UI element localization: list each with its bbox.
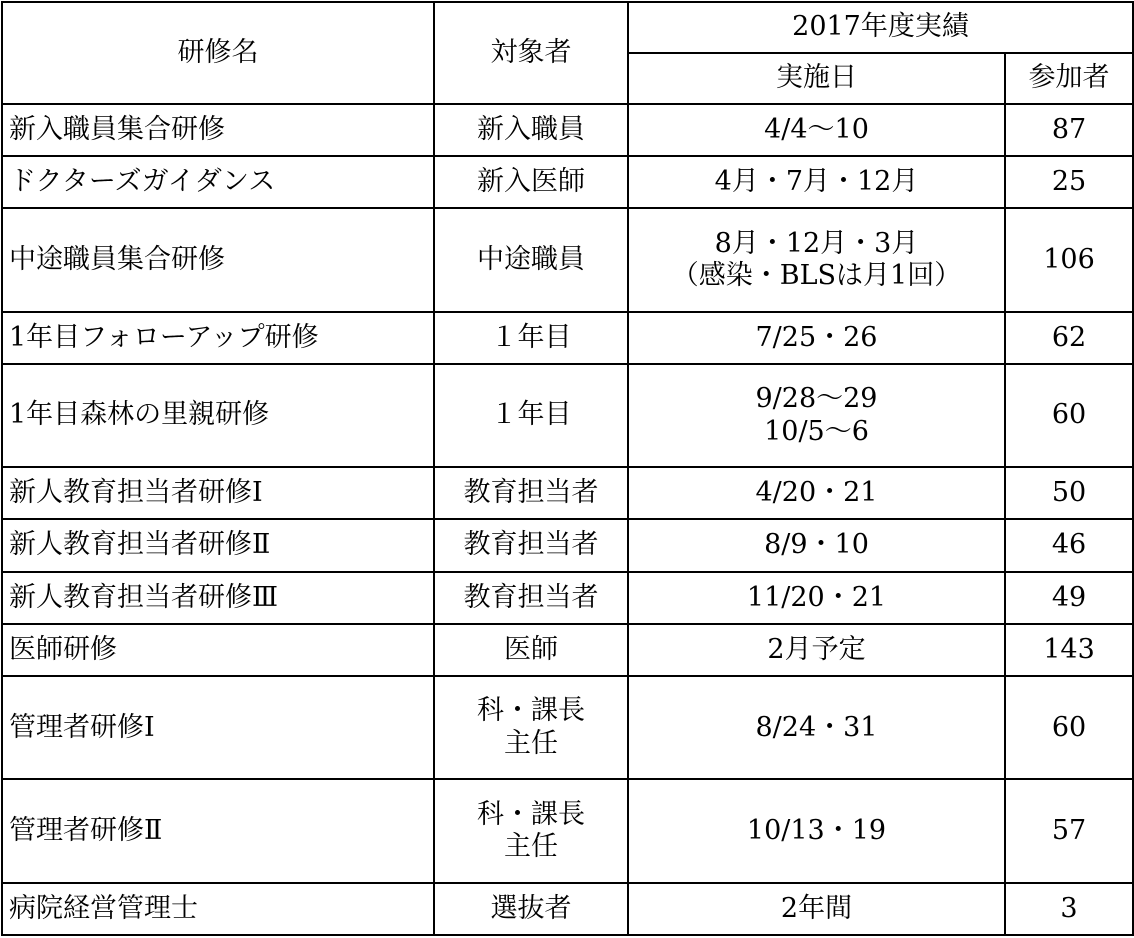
training-name-cell: 新人教育担当者研修Ⅱ <box>2 519 434 571</box>
date-line: 9/28～29 <box>755 383 878 415</box>
target-cell <box>434 572 628 624</box>
date-line: 2年間 <box>780 892 853 924</box>
date-line: 7/25・26 <box>755 321 878 353</box>
table-row <box>2 208 1133 311</box>
date-line: 4月・7月・12月 <box>714 166 919 198</box>
participants-cell: 106 <box>1005 208 1133 311</box>
date-cell <box>628 467 1005 519</box>
participants-cell: 46 <box>1005 519 1133 571</box>
target-line: 新入医師 <box>477 166 585 198</box>
header-results-2017: 2017年度実績 <box>628 2 1133 53</box>
training-name-cell: 病院経営管理士 <box>2 883 434 935</box>
header-target: 対象者 <box>434 2 628 104</box>
target-cell <box>434 519 628 571</box>
participants-cell: 143 <box>1005 624 1133 676</box>
participants-cell: 25 <box>1005 156 1133 208</box>
date-cell <box>628 779 1005 882</box>
target-cell <box>434 779 628 882</box>
date-cell <box>628 624 1005 676</box>
participants-cell: 3 <box>1005 883 1133 935</box>
target-cell <box>434 364 628 467</box>
participants-cell: 57 <box>1005 779 1133 882</box>
header-row <box>2 2 1133 53</box>
target-line: １年目 <box>490 321 572 353</box>
table-row <box>2 779 1133 882</box>
date-cell <box>628 312 1005 364</box>
training-name-cell: 管理者研修Ⅱ <box>2 779 434 882</box>
training-name-cell: 新入職員集合研修 <box>2 104 434 156</box>
training-name-cell: 新人教育担当者研修Ⅲ <box>2 572 434 624</box>
table-row <box>2 519 1133 571</box>
target-line: 主任 <box>504 831 558 863</box>
table-row <box>2 104 1133 156</box>
date-cell <box>628 104 1005 156</box>
target-cell <box>434 883 628 935</box>
target-line: １年目 <box>490 399 572 431</box>
date-line: 2月予定 <box>767 633 866 665</box>
date-line: 10/13・19 <box>746 814 887 846</box>
date-line: 10/5～6 <box>764 415 869 447</box>
target-cell <box>434 156 628 208</box>
target-line: 新入職員 <box>477 113 585 145</box>
target-cell <box>434 312 628 364</box>
date-line: 4/4～10 <box>764 113 869 145</box>
date-line: （感染・BLSは月1回） <box>671 260 962 292</box>
date-cell <box>628 156 1005 208</box>
table-row <box>2 676 1133 779</box>
target-cell <box>434 208 628 311</box>
target-line: 医師 <box>504 633 558 665</box>
date-line: 4/20・21 <box>755 477 878 509</box>
training-name-cell: 1年目フォローアップ研修 <box>2 312 434 364</box>
target-line: 教育担当者 <box>463 477 599 509</box>
training-name-cell: ドクターズガイダンス <box>2 156 434 208</box>
table-row <box>2 624 1133 676</box>
target-line: 選抜者 <box>490 892 572 924</box>
date-line: 8/9・10 <box>764 529 869 561</box>
training-name-cell: 医師研修 <box>2 624 434 676</box>
date-cell <box>628 364 1005 467</box>
date-cell <box>628 676 1005 779</box>
training-name-cell: 1年目森林の里親研修 <box>2 364 434 467</box>
target-line: 教育担当者 <box>463 529 599 561</box>
training-name-cell: 新人教育担当者研修Ⅰ <box>2 467 434 519</box>
date-line: 11/20・21 <box>746 581 887 613</box>
table-row <box>2 572 1133 624</box>
target-cell <box>434 676 628 779</box>
participants-cell: 60 <box>1005 364 1133 467</box>
training-name-cell: 中途職員集合研修 <box>2 208 434 311</box>
date-cell <box>628 572 1005 624</box>
participants-cell: 49 <box>1005 572 1133 624</box>
participants-cell: 62 <box>1005 312 1133 364</box>
header-date: 実施日 <box>628 53 1005 104</box>
participants-cell: 60 <box>1005 676 1133 779</box>
header-participants: 参加者 <box>1005 53 1133 104</box>
target-cell <box>434 104 628 156</box>
target-line: 科・課長 <box>477 798 585 830</box>
date-cell <box>628 208 1005 311</box>
target-line: 中途職員 <box>477 243 585 275</box>
table-row <box>2 156 1133 208</box>
training-name-cell: 管理者研修Ⅰ <box>2 676 434 779</box>
table-row <box>2 883 1133 935</box>
table-row <box>2 467 1133 519</box>
participants-cell: 50 <box>1005 467 1133 519</box>
target-line: 主任 <box>504 727 558 759</box>
participants-cell: 87 <box>1005 104 1133 156</box>
training-table <box>1 1 1134 936</box>
table-body <box>2 104 1133 935</box>
target-cell <box>434 624 628 676</box>
date-line: 8/24・31 <box>755 711 878 743</box>
table-row <box>2 364 1133 467</box>
target-line: 科・課長 <box>477 695 585 727</box>
date-cell <box>628 519 1005 571</box>
date-line: 8月・12月・3月 <box>714 227 919 259</box>
target-cell <box>434 467 628 519</box>
target-line: 教育担当者 <box>463 581 599 613</box>
table-row <box>2 312 1133 364</box>
date-cell <box>628 883 1005 935</box>
header-training-name: 研修名 <box>2 2 434 104</box>
